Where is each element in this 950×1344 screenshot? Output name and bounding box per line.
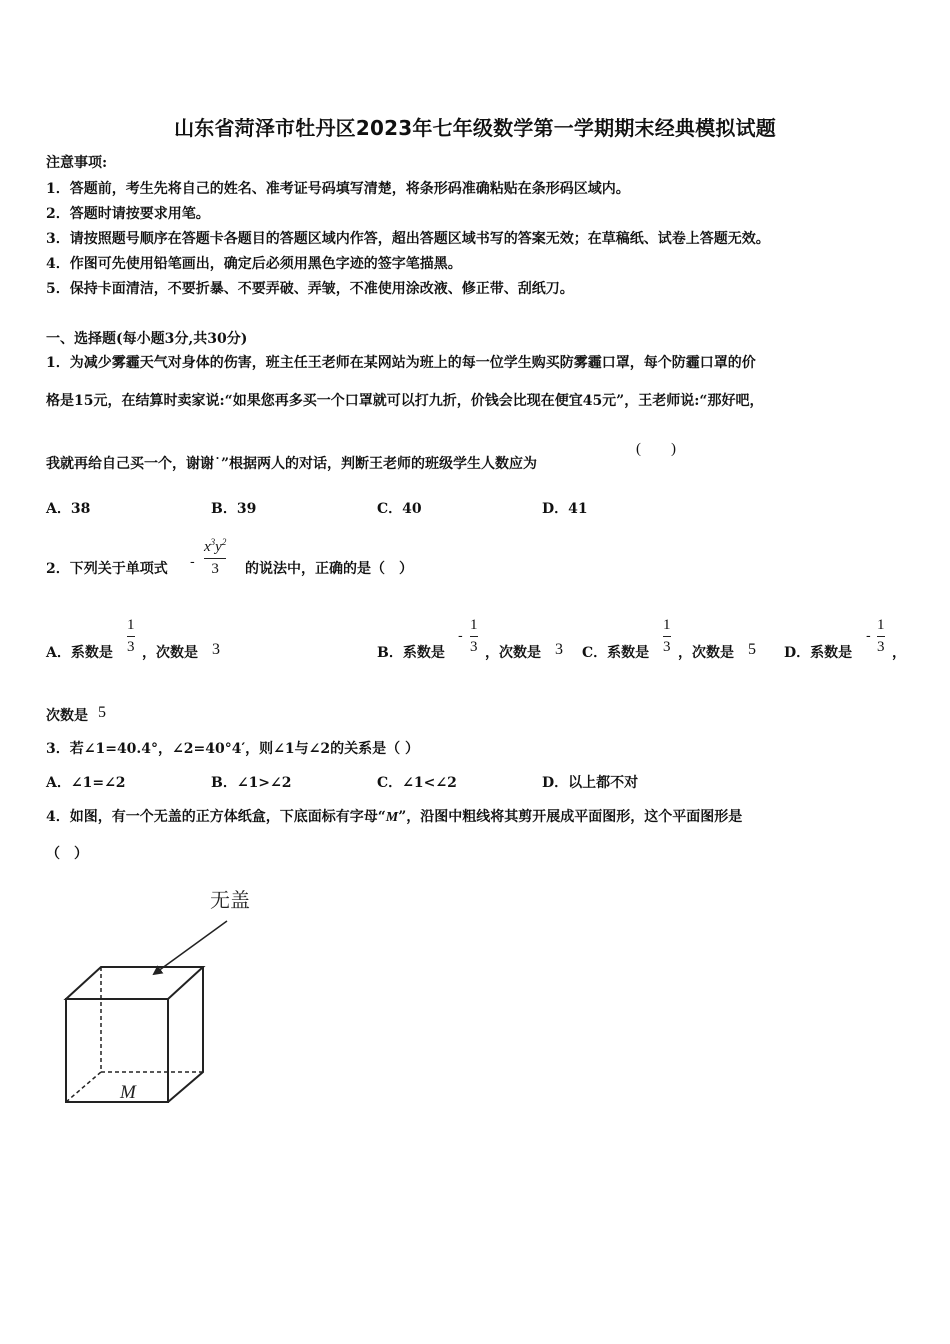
q2-option-a-bar (127, 636, 135, 637)
q2-option-a-label: A．系数是 (46, 645, 113, 661)
q2-option-c-fraction (663, 617, 671, 656)
q2-option-a-tail: ，次数是 (142, 645, 198, 661)
q2-prefix: 2．下列关于单项式 (46, 561, 168, 577)
q3-option-c: C．∠1<∠2 (377, 775, 457, 791)
q2-var-y: y (215, 539, 222, 555)
q2-fraction-bar (204, 558, 226, 559)
q1-line-3: 我就再给自己买一个，谢谢˙”根据两人的对话，判断王老师的班级学生人数应为 (46, 456, 538, 472)
q3-text: 3．若∠1=40.4°，∠2=40°4′，则∠1与∠2的关系是（ ） (46, 741, 419, 757)
q2-option-c-bar (663, 636, 671, 637)
q2-suffix: 的说法中，正确的是（ ） (245, 561, 413, 577)
q1-option-c: C．40 (377, 501, 422, 517)
q4-line-1-text: 4．如图，有一个无盖的正方体纸盒，下底面标有字母“ (46, 809, 386, 825)
q2-option-b-tail: ，次数是 (485, 645, 541, 661)
q1-answer-paren: ( ) (636, 441, 676, 457)
q2-option-b-den: 3 (470, 639, 478, 655)
q2-option-d-fraction (877, 617, 885, 656)
q1-option-d: D．41 (542, 501, 588, 517)
q2-option-d-num: 1 (877, 617, 885, 633)
cube-front-face (66, 999, 168, 1102)
q4-line-2: （ ） (46, 846, 88, 862)
q2-option-b-fraction (470, 617, 478, 656)
q1-option-a: A．38 (46, 501, 91, 517)
cube-top-opening (66, 967, 203, 999)
q2-option-d-degree: 5 (98, 704, 106, 721)
figure-label-no-lid: 无盖 (210, 888, 250, 912)
q2-monomial-denominator: 3 (211, 561, 219, 577)
q2-var-x: x (204, 539, 211, 555)
q2-option-a-fraction (127, 617, 135, 656)
q2-monomial-fraction (204, 534, 226, 578)
q3-option-d: D．以上都不对 (542, 775, 639, 791)
cube-right-edges (168, 967, 203, 1102)
q2-option-b-degree: 3 (555, 641, 563, 658)
q2-option-c-tail: ，次数是 (678, 645, 734, 661)
q3-option-b: B．∠1>∠2 (211, 775, 292, 791)
q4-line-1-tail: ”，沿图中粗线将其剪开展成平面图形，这个平面图形是 (398, 809, 743, 825)
q2-option-c-num: 1 (663, 617, 671, 633)
q2-option-b-num: 1 (470, 617, 478, 633)
section-heading: 一、选择题(每小题3分,共30分) (46, 331, 248, 347)
cube-figure-svg (46, 880, 276, 1115)
q4-line-1 (46, 806, 742, 826)
q1-option-b: B．39 (211, 501, 257, 517)
notice-item-2: 2．答题时请按要求用笔。 (46, 206, 210, 222)
q2-option-c-label: C．系数是 (582, 645, 650, 661)
q2-exp-y: 2 (221, 537, 227, 547)
notice-item-5: 5．保持卡面清洁，不要折暴、不要弄破、弄皱，不准使用涂改液、修正带、刮纸刀。 (46, 281, 574, 297)
q1-line-2: 格是15元，在结算时卖家说:“如果您再多买一个口罩就可以打九折，价钱会比现在便宜45元”，王老师说:“那好吧， (46, 393, 764, 409)
q2-option-a-num: 1 (127, 617, 135, 633)
q2-option-d-minus: - (866, 628, 871, 644)
q2-option-b-bar (470, 636, 478, 637)
cube-hidden-edge-diagonal (66, 1072, 101, 1102)
notice-heading: 注意事项: (46, 155, 108, 171)
q4-letter: M (385, 810, 399, 825)
q2-option-d-line2: 次数是 (46, 708, 88, 724)
q2-option-d-label: D．系数是 (784, 645, 853, 661)
q2-monomial-numerator (204, 534, 226, 556)
q2-option-c-degree: 5 (748, 641, 756, 658)
figure-letter-m: M (120, 1082, 136, 1103)
q2-option-b-label: B．系数是 (377, 645, 445, 661)
q2-option-b-minus: - (458, 628, 463, 644)
q2-option-a-den: 3 (127, 639, 135, 655)
q3-option-a: A．∠1=∠2 (46, 775, 126, 791)
notice-item-4: 4．作图可先使用铅笔画出，确定后必须用黑色字迹的签字笔描黑。 (46, 256, 462, 272)
q2-option-d-bar (877, 636, 885, 637)
q1-line-1: 1．为减少雾霾天气对身体的伤害，班主任王老师在某网站为班上的每一位学生购买防雾霾口罩，每个防霾口罩的价 (46, 355, 756, 371)
cube-figure (46, 880, 276, 1115)
q2-option-d-comma: ， (892, 645, 906, 661)
notice-item-1: 1．答题前，考生先将自己的姓名、准考证号码填写清楚，将条形码准确粘贴在条形码区域内。 (46, 181, 630, 197)
q2-option-a-degree: 3 (212, 641, 220, 658)
q2-option-d-den: 3 (877, 639, 885, 655)
q2-exp-x: 3 (210, 537, 216, 547)
q2-option-c-den: 3 (663, 639, 671, 655)
q2-monomial-minus: - (190, 554, 195, 570)
page-title: 山东省菏泽市牡丹区2023年七年级数学第一学期期末经典模拟试题 (174, 116, 776, 140)
notice-item-3: 3．请按照题号顺序在答题卡各题目的答题区域内作答，超出答题区域书写的答案无效；在草稿纸、试卷上答题无效。 (46, 231, 770, 247)
